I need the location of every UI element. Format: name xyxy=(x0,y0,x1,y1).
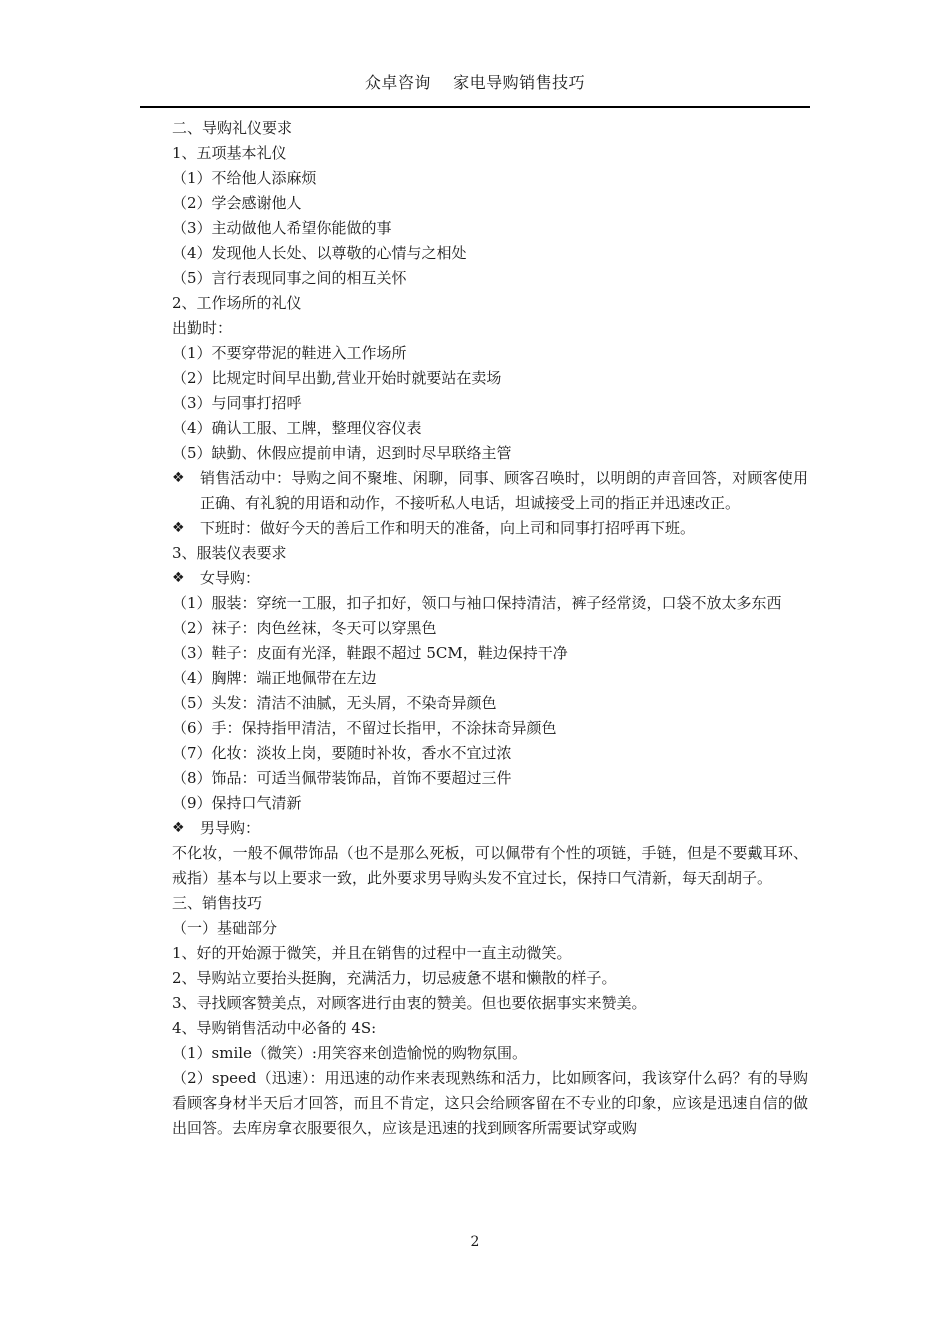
bullet-off-work xyxy=(172,516,808,541)
bullet-text: 男导购： xyxy=(200,819,261,837)
list-item: （3）与同事打招呼 xyxy=(172,394,302,412)
list-item: 3、寻找顾客赞美点，对顾客进行由衷的赞美。但也要依据事实来赞美。 xyxy=(172,994,647,1012)
list-item: （1）服装：穿统一工服，扣子扣好，领口与袖口保持清洁，裤子经常烫，口袋不放太多东西 xyxy=(172,594,782,612)
page-number: 2 xyxy=(470,1234,480,1250)
bullet-male-staff xyxy=(172,816,808,841)
list-item: （3）鞋子：皮面有光泽，鞋跟不超过 5CM，鞋边保持干净 xyxy=(172,644,568,662)
header-company: 众卓咨询 xyxy=(364,73,431,92)
list-item: （2）学会感谢他人 xyxy=(172,194,302,212)
page-header xyxy=(140,70,810,93)
list-item: 4、导购销售活动中必备的 4S: xyxy=(172,1019,377,1037)
list-item-smile: （1）smile（微笑）:用笑容来创造愉悦的购物氛围。 xyxy=(172,1044,527,1062)
subsection-workplace-etiquette: 2、工作场所的礼仪 xyxy=(172,294,302,312)
bullet-text: 销售活动中：导购之间不聚堆、闲聊，同事、顾客召唤时，以明朗的声音回答，对顾客使用正确、有礼貌的用语和动作，不接听私人电话，坦诚接受上司的指正并迅速改正。 xyxy=(200,469,808,512)
attendance-label: 出勤时： xyxy=(172,319,233,337)
bullet-text: 下班时：做好今天的善后工作和明天的准备，向上司和同事打招呼再下班。 xyxy=(200,519,696,537)
document-body xyxy=(172,116,808,1141)
list-item: （4）确认工服、工牌，整理仪容仪表 xyxy=(172,419,422,437)
male-staff-paragraph: 不化妆，一般不佩带饰品（也不是那么死板，可以佩带有个性的项链，手链，但是不要戴耳环、戒指）基本与以上要求一致，此外要求男导购头发不宜过长，保持口气清新，每天刮胡子。 xyxy=(172,844,808,887)
list-item: （5）缺勤、休假应提前申请，迟到时尽早联络主管 xyxy=(172,444,512,462)
list-item: （5）言行表现同事之间的相互关怀 xyxy=(172,269,407,287)
list-item: （7）化妆：淡妆上岗，要随时补妆，香水不宜过浓 xyxy=(172,744,512,762)
list-item: （2）袜子：肉色丝袜，冬天可以穿黑色 xyxy=(172,619,437,637)
subsection-basic-etiquette: 1、五项基本礼仪 xyxy=(172,144,287,162)
list-item: （6）手：保持指甲清洁，不留过长指甲，不涂抹奇异颜色 xyxy=(172,719,557,737)
header-title: 家电导购销售技巧 xyxy=(453,73,586,92)
diamond-bullet-icon: ❖ xyxy=(172,470,185,486)
list-item: （8）饰品：可适当佩带装饰品，首饰不要超过三件 xyxy=(172,769,512,787)
list-item: 2、导购站立要抬头挺胸，充满活力，切忌疲惫不堪和懒散的样子。 xyxy=(172,969,617,987)
list-item: 1、好的开始源于微笑，并且在销售的过程中一直主动微笑。 xyxy=(172,944,572,962)
list-item: （4）胸牌：端正地佩带在左边 xyxy=(172,669,377,687)
bullet-text: 女导购： xyxy=(200,569,261,587)
section-heading-sales-skills: 三、销售技巧 xyxy=(172,894,263,912)
diamond-bullet-icon: ❖ xyxy=(172,520,185,536)
list-item-speed: （2）speed（迅速）：用迅速的动作来表现熟练和活力，比如顾客问，我该穿什么码？有的导购看顾客身材半天后才回答，而且不肯定，这只会给顾客留在不专业的印象，应该是迅速自信的做出回答。去库房拿衣服要很久，应该是迅速的找到顾客所需要试穿或购 xyxy=(172,1069,808,1137)
list-item: （4）发现他人长处、以尊敬的心情与之相处 xyxy=(172,244,467,262)
list-item: （1）不要穿带泥的鞋进入工作场所 xyxy=(172,344,407,362)
section-heading-etiquette: 二、导购礼仪要求 xyxy=(172,119,293,137)
diamond-bullet-icon: ❖ xyxy=(172,570,185,586)
list-item: （1）不给他人添麻烦 xyxy=(172,169,317,187)
list-item: （5）头发：清洁不油腻，无头屑，不染奇异颜色 xyxy=(172,694,497,712)
subsection-dress-code: 3、服装仪表要求 xyxy=(172,544,287,562)
list-item: （3）主动做他人希望你能做的事 xyxy=(172,219,392,237)
bullet-sales-activity xyxy=(172,466,808,516)
list-item: （9）保持口气清新 xyxy=(172,794,302,812)
list-item: （2）比规定时间早出勤,营业开始时就要站在卖场 xyxy=(172,369,502,387)
subsection-basics: （一）基础部分 xyxy=(172,919,278,937)
bullet-female-staff xyxy=(172,566,808,591)
diamond-bullet-icon: ❖ xyxy=(172,820,185,836)
header-divider xyxy=(140,106,810,108)
